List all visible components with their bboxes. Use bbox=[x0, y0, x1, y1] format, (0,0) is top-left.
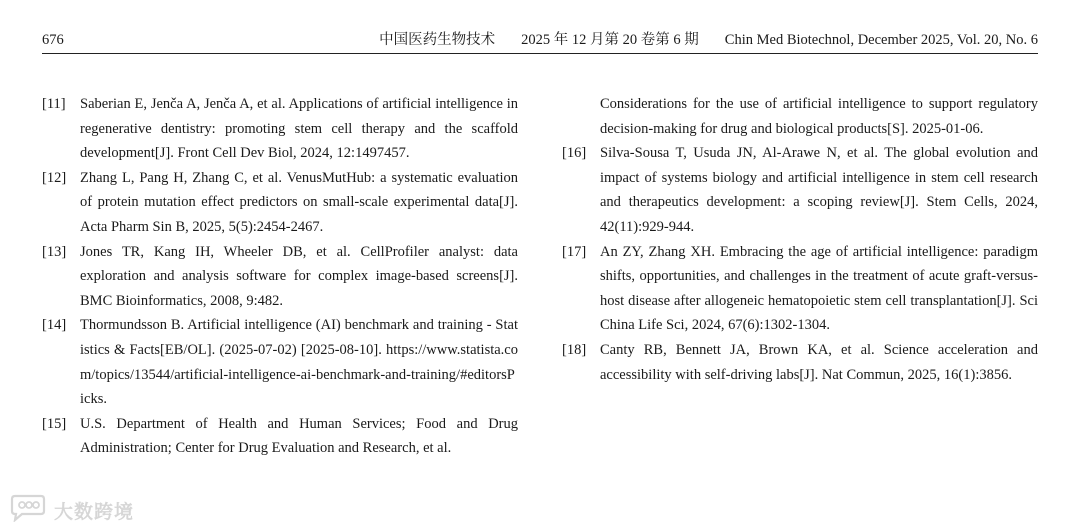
reference-text: Saberian E, Jenča A, Jenča A, et al. Applications of artificial intelligence in regenerative dentistry: promoting stem cell therapy and the scaffold development[J]. Front Cell Dev Biol, 2024, 12:1497457. bbox=[80, 96, 518, 162]
chat-bubble-icon bbox=[8, 494, 48, 527]
journal-running-head bbox=[379, 30, 1038, 50]
reference-text: Thormundsson B. Artificial intelligence (AI) benchmark and training - Statistics & Facts[EB/OL]. (2025-07-02) [2025-08-10]. https://www.statista.com/topics/13544/artificial-intelligence-ai-benchmark-and-training/#editorsPicks. bbox=[80, 317, 518, 408]
references-left-column bbox=[42, 92, 518, 461]
reference-number: [16] bbox=[562, 145, 587, 162]
reference-number: [14] bbox=[42, 317, 67, 334]
reference-number: [17] bbox=[562, 243, 587, 260]
reference-continuation: Considerations for the use of artificial intelligence to support regulatory decision-making for drug and biological products[S]. 2025-01-06. bbox=[600, 96, 1038, 137]
reference-item bbox=[42, 92, 518, 166]
reference-text: U.S. Department of Health and Human Services; Food and Drug Administration; Center for Drug Evaluation and Research, et al. bbox=[80, 415, 518, 457]
reference-item bbox=[562, 141, 1038, 239]
reference-text: An ZY, Zhang XH. Embracing the age of artificial intelligence: paradigm shifts, opportunities, and challenges in the treatment of acute graft-versus-host disease after allogeneic hematopoietic stem cell transplantation[J]. Sci China Life Sci, 2024, 67(6):1302-1304. bbox=[600, 243, 1038, 334]
reference-number: [18] bbox=[562, 341, 587, 358]
reference-text: Jones TR, Kang IH, Wheeler DB, et al. CellProfiler analyst: data exploration and analysis software for complex image-based screens[J]. BMC Bioinformatics, 2008, 9:482. bbox=[80, 243, 518, 309]
reference-text: Canty RB, Bennett JA, Brown KA, et al. Science acceleration and accessibility with self-driving labs[J]. Nat Commun, 2025, 16(1):3856. bbox=[600, 341, 1038, 383]
reference-number: [13] bbox=[42, 243, 67, 260]
reference-number: [11] bbox=[42, 96, 66, 112]
journal-title-en: Chin Med Biotechnol, December 2025, Vol. 20, No. 6 bbox=[724, 32, 1038, 48]
reference-item bbox=[562, 338, 1038, 387]
reference-item bbox=[42, 412, 518, 461]
header-rule bbox=[42, 53, 1038, 54]
reference-item bbox=[42, 240, 518, 314]
reference-number: [15] bbox=[42, 415, 67, 432]
reference-text: Zhang L, Pang H, Zhang C, et al. VenusMutHub: a systematic evaluation of protein mutation effect predictors on small-scale experimental data[J]. Acta Pharm Sin B, 2025, 5(5):2454-2467. bbox=[80, 169, 518, 235]
journal-title-cn: 中国医药生物技术 bbox=[379, 32, 496, 48]
watermark bbox=[8, 495, 134, 525]
page-header bbox=[42, 30, 1038, 52]
issue-info-cn: 2025 年 12 月第 20 卷第 6 期 bbox=[521, 32, 699, 48]
reference-item bbox=[42, 166, 518, 240]
reference-item bbox=[42, 313, 518, 411]
references-right-column bbox=[562, 92, 1038, 387]
watermark-text: 大数跨境 bbox=[54, 500, 135, 523]
reference-text: Silva-Sousa T, Usuda JN, Al-Arawe N, et al. The global evolution and impact of systems biology and artificial intelligence in stem cell research and therapeutics development: a scoping review[J]. Stem Cells, 2024, 42(11):929-944. bbox=[600, 145, 1038, 235]
reference-item bbox=[562, 240, 1038, 338]
reference-number: [12] bbox=[42, 169, 67, 186]
page-number: 676 bbox=[42, 32, 64, 48]
